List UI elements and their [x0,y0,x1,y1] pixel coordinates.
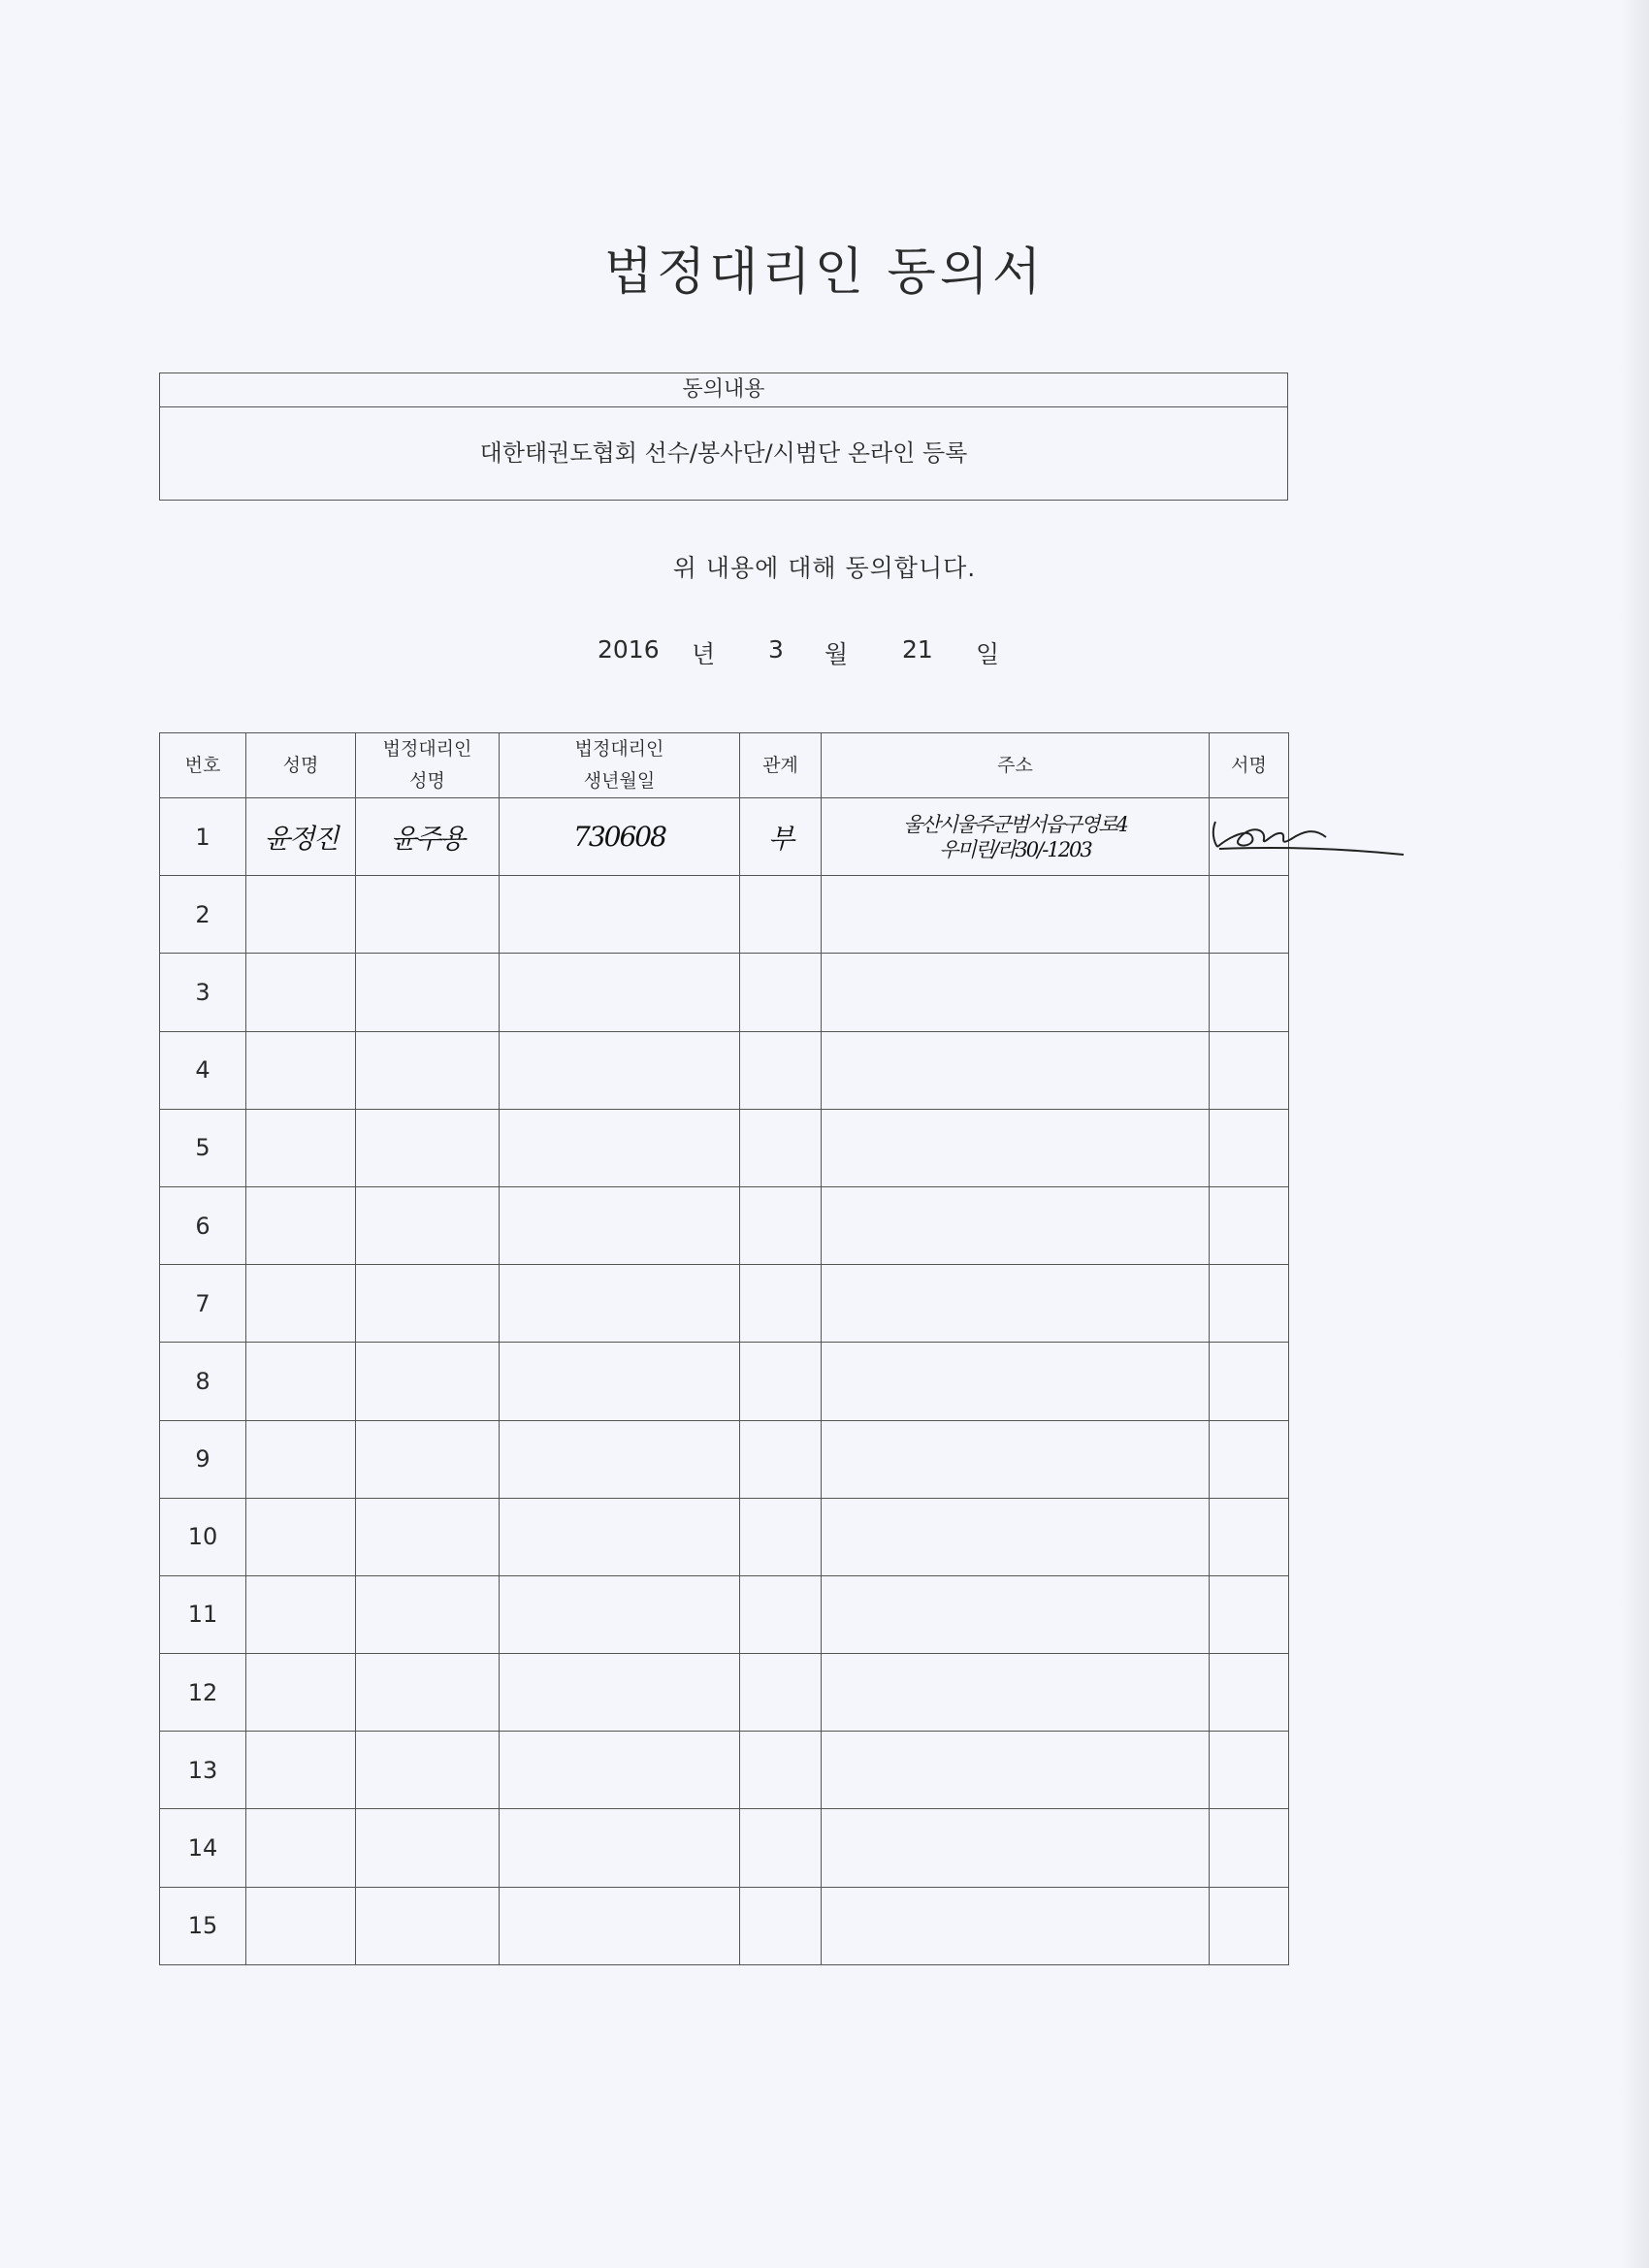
date-month: 3 [768,635,784,664]
row-no: 8 [160,1343,246,1420]
table-row [160,1575,1289,1653]
row-no: 13 [160,1732,246,1809]
table-row [160,1031,1289,1109]
date-day: 21 [902,635,933,664]
row-no: 14 [160,1809,246,1887]
table-row [160,1109,1289,1186]
handwritten-guardian-name: 윤주용 [390,822,465,855]
table-row [160,1809,1289,1887]
row-no: 6 [160,1186,246,1264]
agreement-statement: 위 내용에 대해 동의합니다. [672,554,977,582]
row-no: 15 [160,1887,246,1964]
handwritten-signature [1210,798,1413,875]
table-row [160,1186,1289,1264]
header-name: 성명 [246,733,356,798]
row-guardian-name [356,798,500,876]
handwritten-address-line1: 울산시울주군범서읍구영로4 [903,812,1127,836]
table-row [160,1654,1289,1732]
row-signature [1210,798,1289,876]
consent-content: 대한태권도협회 선수/봉사단/시범단 온라인 등록 [479,439,968,467]
handwritten-guardian-birth: 730608 [573,821,665,854]
row-no: 9 [160,1420,246,1498]
table-row [160,876,1289,954]
consent-content-box [159,373,1288,501]
handwritten-address-line2: 우미린/라30/-1203 [939,837,1091,861]
header-address: 주소 [822,733,1210,798]
header-guardian-birth-line2: 생년월일 [583,770,656,792]
guardian-roster-table [159,732,1289,1965]
table-row [160,1887,1289,1964]
row-no: 11 [160,1575,246,1653]
date-month-unit: 월 [824,640,849,668]
row-guardian-birth [500,798,740,876]
row-relation [740,798,822,876]
row-no: 10 [160,1498,246,1575]
consent-header: 동의내용 [160,373,1287,407]
table-header-row [160,733,1289,798]
date-day-unit: 일 [976,640,1000,668]
table-row [160,1732,1289,1809]
row-no: 2 [160,876,246,954]
header-guardian-name-line2: 성명 [409,770,445,792]
table-row [160,954,1289,1031]
header-signature: 서명 [1210,733,1289,798]
row-address [822,798,1210,876]
date-year-unit: 년 [692,640,716,668]
header-relation: 관계 [740,733,822,798]
row-no: 5 [160,1109,246,1186]
row-name [246,798,356,876]
scan-shadow-edge [1620,0,1649,2268]
row-no: 4 [160,1031,246,1109]
table-row [160,1498,1289,1575]
header-guardian-name-line1: 법정대리인 [382,738,472,760]
handwritten-relation: 부 [767,822,793,855]
document-title: 법정대리인 동의서 [603,243,1046,302]
date-year: 2016 [598,635,660,664]
table-row [160,1265,1289,1343]
handwritten-name: 윤정진 [264,822,338,855]
row-no: 12 [160,1654,246,1732]
row-no: 3 [160,954,246,1031]
table-row [160,1420,1289,1498]
row-no: 1 [160,798,246,876]
header-guardian-name [356,733,500,798]
table-row [160,798,1289,876]
table-row [160,1343,1289,1420]
header-guardian-birth [500,733,740,798]
header-guardian-birth-line1: 법정대리인 [574,738,664,760]
row-no: 7 [160,1265,246,1343]
header-no: 번호 [160,733,246,798]
